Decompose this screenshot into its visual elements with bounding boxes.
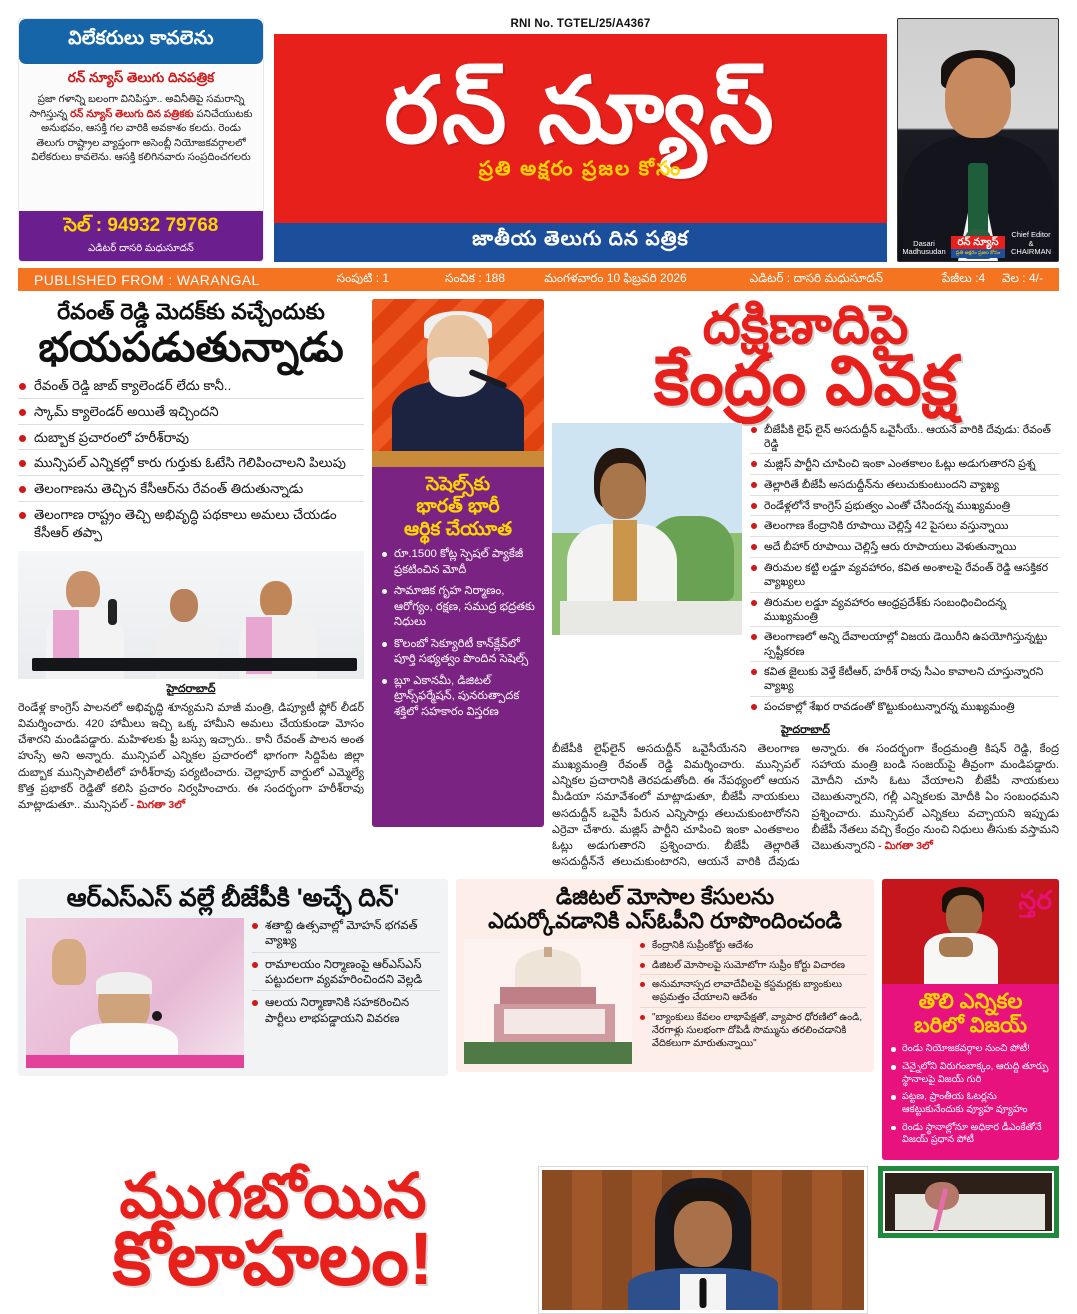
- modi-title-line-1: సెషెల్స్‌కు: [425, 474, 491, 495]
- rss-headline: ఆర్‌ఎస్‌ఎస్ వల్లే బీజేపీకి 'అచ్ఛే దిన్': [66, 883, 400, 912]
- list-item: పంచకాల్లో శేఖర రావడంతో కొట్టుకుంటున్నారన్న ముఖ్యమంత్రి: [750, 700, 1059, 717]
- editor-badge-logo: [951, 236, 1005, 258]
- masthead: [0, 0, 1077, 262]
- lower-sections: [0, 871, 1077, 1160]
- volume-number: సంపుటి : 1: [336, 271, 390, 285]
- speaker-head: [66, 571, 100, 611]
- editor-face: [945, 58, 1011, 138]
- logo-red-panel: [274, 34, 887, 223]
- harish-rao-rally-photo: [18, 551, 364, 679]
- vijay-photo: [882, 879, 1059, 984]
- vijay-bullets: [882, 1043, 1059, 1160]
- list-item: అదే బీహార్ రూపాయి చెల్లిస్తే ఆరు రూపాయలు వెళుతున్నాయి: [750, 540, 1059, 558]
- person3-head: [260, 581, 292, 619]
- paper-tagline: ప్రతి అక్షరం ప్రజల కోసం: [478, 157, 683, 180]
- revanth-reddy-photo: [552, 423, 742, 635]
- list-item: రామాలయం నిర్మాణంపై ఆర్‌ఎస్‌ఎస్ పట్టుదలగా వ్యవహరించిందని వెల్లడి: [252, 957, 440, 992]
- vijay-title: [882, 984, 1059, 1044]
- list-item: తెలంగాణను తెచ్చిన కేసీఆర్‌ను రేవంత్ తిదుతున్నాడు: [18, 480, 364, 502]
- bottom-sections: [0, 1160, 1077, 1314]
- left-body-text: [18, 700, 364, 814]
- published-from: PUBLISHED FROM : WARANGAL: [34, 271, 260, 288]
- supreme-court-building-photo: [464, 939, 632, 1064]
- ad-heading: విలేకరులు కావలెను: [19, 19, 263, 64]
- ad-line-2a: సాగిస్తున్న: [29, 108, 71, 120]
- supreme-court-story-box: [456, 879, 874, 1072]
- sc-headline: [464, 885, 866, 933]
- paper-logo-text: రన్ న్యూస్: [384, 60, 777, 163]
- revanth-face: [600, 463, 646, 519]
- list-item: డిజిటల్ మోసాలపై సుమోటోగా సుప్రీం కోర్టు విచారణ: [640, 959, 866, 976]
- ad-title: రన్ న్యూస్ తెలుగు దినపత్రిక: [67, 70, 215, 85]
- modi-box-title: [372, 467, 544, 547]
- list-item: తెలంగాణలో అన్ని దేవాలయాల్లో విజయ డెయిరీని ఉపయోగిస్తున్నట్టు స్పష్టీకరణ: [750, 630, 1059, 662]
- bottom-headline-line-2: కోలాహలం!: [112, 1216, 434, 1300]
- microphone-icon: [700, 1278, 707, 1308]
- modi-special-box: [372, 299, 544, 827]
- list-item: తెల్లారితే బీజేపీ అసదుద్దీన్‌ను తలుచుకుంటుందని వ్యాఖ్య: [750, 478, 1059, 496]
- list-item: బ్లూ ఎకానమీ, డిజిటల్ ట్రాన్స్‌ఫర్మేషన్, పునరుత్పాదక శక్తిలో సహకారం విస్తరణ: [382, 674, 536, 721]
- list-item: రూ.1500 కోట్ల స్పెషల్ ప్యాకేజీ ప్రకటించిన మోదీ: [382, 547, 536, 578]
- price: వెల : 4/-: [1001, 271, 1043, 285]
- middle-column: [372, 299, 544, 871]
- modi-photo: [372, 299, 544, 467]
- list-item: ఆలయ నిర్మాణానికి సహకరించిన పార్టీలు లాభపడ్డాయని వివరణ: [252, 995, 440, 1029]
- ad-line-1: ప్రజా గళాన్ని బలంగా వినిపిస్తూ.. అవినీతిపై సమరాన్ని: [37, 94, 245, 105]
- left-column: [18, 299, 364, 871]
- ad-line-2b: రన్ న్యూస్ తెలుగు దిన పత్రికకు: [70, 108, 194, 120]
- court-columns: [504, 1009, 605, 1034]
- list-item: తెలంగాణ కేంద్రానికి రూపాయి చెల్లిస్తే 42 పైసలు వస్తున్నాయి: [750, 519, 1059, 537]
- main-headline-line-2: కేంద్రం వివక్ష: [653, 342, 958, 419]
- list-item: రెండు నియోజకవర్గాల నుంచి పోటీ!: [891, 1043, 1052, 1056]
- ad-phone: [19, 211, 263, 242]
- bhagwat-hair: [96, 972, 152, 994]
- main-body-paragraph: బీజేపీకి లైఫ్‌లైన్ అసదుద్దీన్ ఒవైసీయేనని తెలంగాణ ముఖ్యమంత్రి రేవంత్ రెడ్డి విమర్శించారు. మున్సిపల్ ఎన్నికల ప్రచారానికి తెరపడుతోంది. ఈ నేపథ్యంలో ఆయన మీడియా సమావేశంలో మాట్లాడుతూ, బీజేపీ నాయకులు అసదుద్దీన్ ఒవైసీ పేరున ఎన్నిసార్లు తలుచుకుంటారోనని ఎర్రెవా చేశారు. మజ్లిస్ పార్టీని చూపించి ఇంకా ఎంతకాలం ఓట్లు అడుగుతారని ప్రశ్నించారు. బీజేపీ తెల్లారితే అసదుద్దీన్‌నే తలుచుకుంటారని, ఆయనే వారికి దేవుడు అన్నారు. ఈ సందర్భంగా కేంద్రమంత్రి కిషన్ రెడ్డి, కేంద్ర సహాయ మంత్రి బండి సంజయ్‌పై తీవ్రంగా మండిపడ్డారు. మోదీని చూసి ఓటు వేయాలని బీజేపీ నాయకులు చెబుతున్నారని, గల్లీ ఎన్నికలకు మోదీకి ఏం సంబంధమని ప్రశ్నించారు. మున్సిపల్ ఎన్నికలు వచ్చాయని ఇప్పుడు బీజేపీ నేతలు వచ్చి కేంద్రం నుంచి నిధులు తీసుకు వస్తామని చెబుతున్నారని: [552, 742, 1059, 869]
- list-item: తెలంగాణ రాష్ట్రం తెచ్చి అభివృద్ధి పథకాలు అమలు చేయడం కేసీఆర్ తప్పా: [18, 506, 364, 545]
- recruitment-ad-box: [18, 18, 264, 262]
- editor-role-3: CHAIRMAN: [1010, 247, 1051, 257]
- ad-text: [27, 93, 255, 166]
- modi-title-line-2: భారత్ భారీ: [416, 496, 500, 518]
- list-item: కవిత జైలుకు వెళ్తే కేటీఆర్, హరీశ్ రావు సీఎం కావాలని చూస్తున్నారని వ్యాఖ్య: [750, 665, 1059, 697]
- vijay-hands: [939, 937, 973, 957]
- bottom-headline-block: [18, 1161, 528, 1300]
- parapet-wall: [560, 601, 742, 635]
- left-story-headline: భయపడుతున్నాడు: [38, 323, 344, 370]
- editor-caption-role: [1007, 231, 1055, 257]
- list-item: "బ్యాంకులు కేవలం లాభాపేక్షతో, వ్యాపార ధోరణిలో ఉండి, నేరగాళ్లు సులభంగా దోపిడీ సొమ్మును తరలించడానికి వేదికలుగా మారుతున్నాయి": [640, 1011, 866, 1053]
- list-item: తిరుమల లడ్డూ వ్యవహారం ఆంధ్రప్రదేశ్‌కు సంబంధించిందన్న ముఖ్యమంత్రి: [750, 596, 1059, 628]
- issue-number: సంచిక : 188: [445, 271, 506, 285]
- left-continuation: - మిగతా 3లో: [130, 799, 186, 812]
- dome-finial: [544, 947, 552, 957]
- main-body-text: [552, 741, 1059, 871]
- left-story-bullets: [18, 377, 364, 545]
- info-strip: [18, 268, 1059, 291]
- right-column: [552, 295, 1059, 871]
- badge-logo-top: రన్ న్యూస్: [951, 236, 1005, 249]
- editor-role-1: Chief Editor: [1011, 230, 1051, 240]
- minister-face: [674, 1201, 732, 1267]
- vijay-face: [946, 895, 982, 937]
- list-item: కేంద్రానికి సుప్రీంకోర్టు ఆదేశం: [640, 939, 866, 956]
- list-item: తిరుమల కట్టి లడ్డూ వ్యవహారం, కవిత అంశాలపై రేవంత్ రెడ్డి ఆసక్తికర వ్యాఖ్యలు: [750, 561, 1059, 593]
- main-continuation: - మిగతా 3లో: [878, 840, 933, 853]
- sc-content: [464, 939, 866, 1064]
- main-content: [0, 291, 1077, 871]
- main-dateline: హైదరాబాద్: [781, 723, 830, 736]
- sc-headline-line-1: డిజిటల్ మోసాల కేసులను: [555, 883, 775, 909]
- ad-body: [19, 64, 263, 211]
- page-count: పేజీలు :4: [941, 271, 986, 285]
- sc-headline-line-2: ఎదుర్కోవడానికి ఎస్‌ఓపీని రూపొందించండి: [488, 907, 842, 933]
- badge-logo-bottom: ప్రతి అక్షరం ప్రజల కోసం: [951, 249, 1005, 258]
- flower-garland: [26, 1055, 244, 1069]
- podium-desk: [32, 658, 357, 671]
- vijay-title-line-1: తొలి ఎన్నికల: [918, 989, 1023, 1013]
- rss-story-box: [18, 879, 448, 1077]
- list-item: బీజేపీకి లైఫ్ లైన్ అసదుద్దీన్ ఒవైసీయే.. ఆయనే వారికి దేవుడు: రేవంత్ రెడ్డి: [750, 423, 1059, 455]
- evm-green-frame: [878, 1166, 1059, 1238]
- paper-subtitle: జాతీయ తెలుగు దిన పత్రిక: [274, 223, 887, 262]
- vijay-title-line-2: బరిలో విజయ్: [914, 1014, 1027, 1038]
- ad-line-6: ఆసక్తి కలిగినవారు సంప్రదించగలరు: [114, 152, 251, 164]
- left-dateline: హైదరాబాద్: [166, 682, 216, 695]
- ad-line-5: అసెంబ్లీ నియోజకవర్గాలలో విలేకరులు కావలెను.: [31, 137, 246, 164]
- main-headline-line-1: దక్షిణాదిపై: [702, 295, 909, 355]
- modi-box-bullets: [372, 547, 544, 732]
- list-item: రెండేళ్లలోనే కాంగ్రెస్ ప్రభుత్వం ఎంతో చేసిందన్న ముఖ్యమంత్రి: [750, 499, 1059, 517]
- list-item: సామాజిక గృహ నిర్మాణం, ఆరోగ్యం, రక్షణ, సముద్ర భద్రతకు నిధులు: [382, 584, 536, 631]
- chief-editor-photo: [897, 18, 1059, 262]
- evm-box: [878, 1166, 1059, 1238]
- left-story-kicker: రేవంత్ రెడ్డి మెదక్‌కు వచ్చేందుకు: [57, 299, 325, 324]
- minister-photo: [542, 1170, 864, 1310]
- list-item: రేవంత్ రెడ్డి జాబ్ క్యాలెండర్ లేదు కానీ..: [18, 377, 364, 399]
- list-item: అనుమానాస్పద లావాదేవీలపై కస్టమర్లకు బ్యాంకులు అప్రమత్తం చేయాలని ఆదేశం: [640, 978, 866, 1008]
- raised-hand: [52, 939, 86, 985]
- list-item: పట్టణ, ప్రాంతీయ ఓటర్లను ఆకట్టుకునేందుకు వ్యూహ వ్యూహం: [891, 1091, 1052, 1116]
- ad-line-3: పనిచేయుటకు అనుభవం, ఆసక్తి గల వారికి: [41, 108, 253, 135]
- left-body-paragraph: రెండేళ్ల కాంగ్రెస్ పాలనలో అభివృద్ధి శూన్యమని మాజీ మంత్రి, డిప్యూటీ ఫ్లోర్ లీడర్ విమర్శించారు. 420 హామీలు ఇచ్చి ఒక్క హామీని అమలు చేయకుండా మోసం చేశారని మండిపడ్డారు. మహిళలకు ఫ్రీ బస్సు ఇచ్చారు.. కానీ రేవంత్ పాలన అంత హుస్సే అని అన్నారు. మున్సిపల్ ఎన్నికల ప్రచారంలో భాగంగా సిద్దిపేట జిల్లా దుబ్బాక మున్సిపాలిటీలో హరీశ్‌రావు పర్యటించారు. చెల్లాపూర్ వార్డులో ఎమ్మెల్యే కొత్త ప్రభాకర్ రెడ్డితో కలిసి ప్రచారం నిర్వహించారు. ఈ సందర్భంగా హరీశ్‌రావు మాట్లాడుతూ.. మున్సిపల్: [18, 701, 364, 812]
- rss-bullets: [252, 918, 440, 1068]
- editor-role-2: &: [1028, 238, 1034, 248]
- bottom-headline-line-1: ముగబోయిన: [119, 1161, 427, 1231]
- list-item: కొలంబో సెక్యూరిటీ కాన్‌క్లేవ్‌లో పూర్తి సభ్యత్వం పొందిన సెషెల్స్: [382, 637, 536, 668]
- logo-area: [274, 18, 887, 262]
- court-garden: [464, 1042, 632, 1065]
- editor-caption-name: Dasari Madhusudan: [902, 238, 946, 257]
- vijay-story-box: [882, 879, 1059, 1160]
- main-story-bullets: [750, 423, 1059, 720]
- podium: [372, 451, 544, 467]
- list-item: శతాబ్ది ఉత్సవాల్లో మోహన్ భగవత్ వ్యాఖ్య: [252, 918, 440, 953]
- list-item: రెండు స్థానాల్లోనూ అధికార డీఎంకేతోనే విజయ్ ప్రధాన పోటీ: [891, 1122, 1052, 1147]
- list-item: దుబ్బాక ప్రచారంలో హరీశ్‌రావు: [18, 429, 364, 451]
- main-story-top: [552, 423, 1059, 720]
- editor-label: ఎడిటర్ : దాసరి మధుసూదన్: [749, 271, 884, 285]
- ad-phone-label: సెల్ :: [63, 215, 103, 236]
- ballot-papers: [895, 1194, 1045, 1230]
- ad-phone-number: 94932 79768: [107, 215, 219, 236]
- person2-head: [170, 589, 198, 622]
- list-item: మున్సిపల్ ఎన్నికల్లో కారు గుర్తుకు ఓటేసి గెలిపించాలని పిలుపు: [18, 454, 364, 476]
- modi-title-line-3: ఆర్థిక చేయూత: [404, 518, 512, 540]
- mohan-bhagwat-photo: [26, 918, 244, 1068]
- evm-ballot-photo: [885, 1173, 1052, 1231]
- ad-editor-name: ఎడిటర్ దాసరి మధుసూదన్: [19, 242, 263, 261]
- minister-press-meet-box: [538, 1166, 868, 1314]
- backdrop-text: న్తర: [1018, 884, 1052, 915]
- list-item: స్కామ్ క్యాలెండర్ అయితే ఇచ్చిందని: [18, 403, 364, 425]
- rss-content: [26, 918, 440, 1068]
- publication-date: మంగళవారం 10 ఫిబ్రవరి 2026: [544, 271, 687, 285]
- list-item: చెన్నైలోని విరుగంబాక్కం, ఆరుద్ది తూర్పు స్థానాలపై విజయ్ గురి: [891, 1061, 1052, 1086]
- list-item: మజ్లిస్ పార్టీని చూపించి ఇంకా ఎంతకాలం ఓట్లు అడుగుతారని ప్రశ్న: [750, 457, 1059, 475]
- rni-number: RNI No. TGTEL/25/A4367: [510, 18, 651, 30]
- ad-line-4: అవకాశం కలదు. రెండు తెలుగు రాష్ట్రాల వ్యాప్తంగా: [36, 123, 241, 149]
- sc-bullets: [640, 939, 866, 1064]
- microphone-icon: [108, 599, 117, 625]
